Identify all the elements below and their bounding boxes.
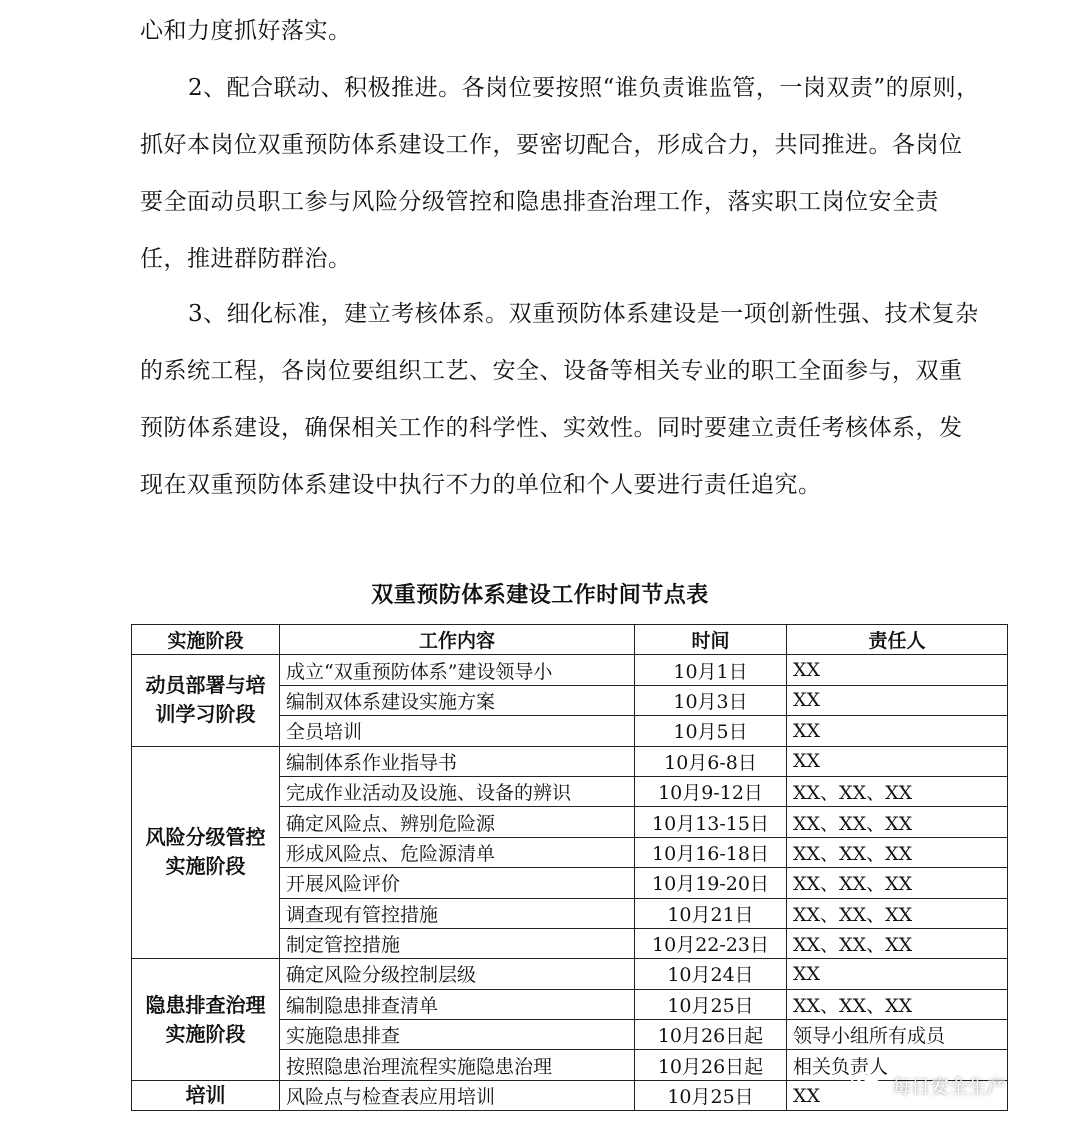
schedule-table — [131, 624, 1008, 1111]
header-stage: 实施阶段 — [132, 625, 280, 655]
person-cell: XX — [787, 655, 1008, 685]
wechat-icon — [850, 1070, 884, 1100]
stage-cell: 隐患排查治理实施阶段 — [132, 959, 280, 1081]
content-cell: 确定风险分级控制层级 — [280, 959, 635, 989]
time-cell: 10月22-23日 — [635, 928, 787, 958]
person-cell: XX — [787, 746, 1008, 776]
content-cell: 成立“双重预防体系”建设领导小 — [280, 655, 635, 685]
content-cell: 调查现有管控措施 — [280, 898, 635, 928]
content-cell: 全员培训 — [280, 716, 635, 746]
stage-cell: 培训 — [132, 1080, 280, 1110]
time-cell: 10月24日 — [635, 959, 787, 989]
paragraph-1: 心和力度抓好落实。 — [140, 18, 352, 44]
content-cell: 确定风险点、辨别危险源 — [280, 807, 635, 837]
time-cell: 10月25日 — [635, 1080, 787, 1110]
header-person: 责任人 — [787, 625, 1008, 655]
table-row — [132, 959, 1008, 989]
time-cell: 10月25日 — [635, 989, 787, 1019]
table-header-row — [132, 625, 1008, 655]
person-cell: XX — [787, 685, 1008, 715]
person-cell: XX、XX、XX — [787, 898, 1008, 928]
content-cell: 开展风险评价 — [280, 868, 635, 898]
person-cell: 领导小组所有成员 — [787, 1020, 1008, 1050]
time-cell: 10月21日 — [635, 898, 787, 928]
header-content: 工作内容 — [280, 625, 635, 655]
content-cell: 编制双体系建设实施方案 — [280, 685, 635, 715]
person-cell: XX — [787, 716, 1008, 746]
content-cell: 编制隐患排查清单 — [280, 989, 635, 1019]
table-row — [132, 746, 1008, 776]
person-cell: XX、XX、XX — [787, 989, 1008, 1019]
person-cell: XX、XX、XX — [787, 928, 1008, 958]
table-row — [132, 655, 1008, 685]
person-cell: 相关负责人 — [787, 1050, 1008, 1080]
time-cell: 10月9-12日 — [635, 776, 787, 806]
time-cell: 10月3日 — [635, 685, 787, 715]
person-cell: XX — [787, 1080, 1008, 1110]
table-title: 双重预防体系建设工作时间节点表 — [371, 582, 709, 608]
time-cell: 10月19-20日 — [635, 868, 787, 898]
header-time: 时间 — [635, 625, 787, 655]
person-cell: XX、XX、XX — [787, 837, 1008, 867]
person-cell: XX、XX、XX — [787, 807, 1008, 837]
content-cell: 编制体系作业指导书 — [280, 746, 635, 776]
person-cell: XX、XX、XX — [787, 868, 1008, 898]
time-cell: 10月13-15日 — [635, 807, 787, 837]
time-cell: 10月5日 — [635, 716, 787, 746]
watermark-text: 每日安全生产 — [892, 1075, 1007, 1098]
paragraph-3: 3、细化标准，建立考核体系。双重预防体系建设是一项创新性强、技术复杂的系统工程，各岗位要组织工艺、安全、设备等相关专业的职工全面参与，双重预防体系建设，确保相关工作的科学性、实效性。同时要建立责任考核体系，发现在双重预防体系建设中执行不力的单位和个人要进行责任追究。 — [140, 301, 979, 498]
person-cell: XX、XX、XX — [787, 776, 1008, 806]
time-cell: 10月6-8日 — [635, 746, 787, 776]
content-cell: 风险点与检查表应用培训 — [280, 1080, 635, 1110]
time-cell: 10月16-18日 — [635, 837, 787, 867]
content-cell: 实施隐患排查 — [280, 1020, 635, 1050]
watermark — [850, 1068, 1006, 1102]
paragraph-2: 2、配合联动、积极推进。各岗位要按照“谁负责谁监管，一岗双责”的原则，抓好本岗位双重预防体系建设工作，要密切配合，形成合力，共同推进。各岗位要全面动员职工参与风险分级管控和隐患排查治理工作，落实职工岗位安全责任，推进群防群治。 — [140, 75, 980, 272]
content-cell: 按照隐患治理流程实施隐患治理 — [280, 1050, 635, 1080]
content-cell: 制定管控措施 — [280, 928, 635, 958]
stage-cell: 动员部署与培训学习阶段 — [132, 655, 280, 746]
person-cell: XX — [787, 959, 1008, 989]
time-cell: 10月26日起 — [635, 1050, 787, 1080]
content-cell: 形成风险点、危险源清单 — [280, 837, 635, 867]
time-cell: 10月26日起 — [635, 1020, 787, 1050]
stage-cell: 风险分级管控实施阶段 — [132, 746, 280, 959]
content-cell: 完成作业活动及设施、设备的辨识 — [280, 776, 635, 806]
time-cell: 10月1日 — [635, 655, 787, 685]
